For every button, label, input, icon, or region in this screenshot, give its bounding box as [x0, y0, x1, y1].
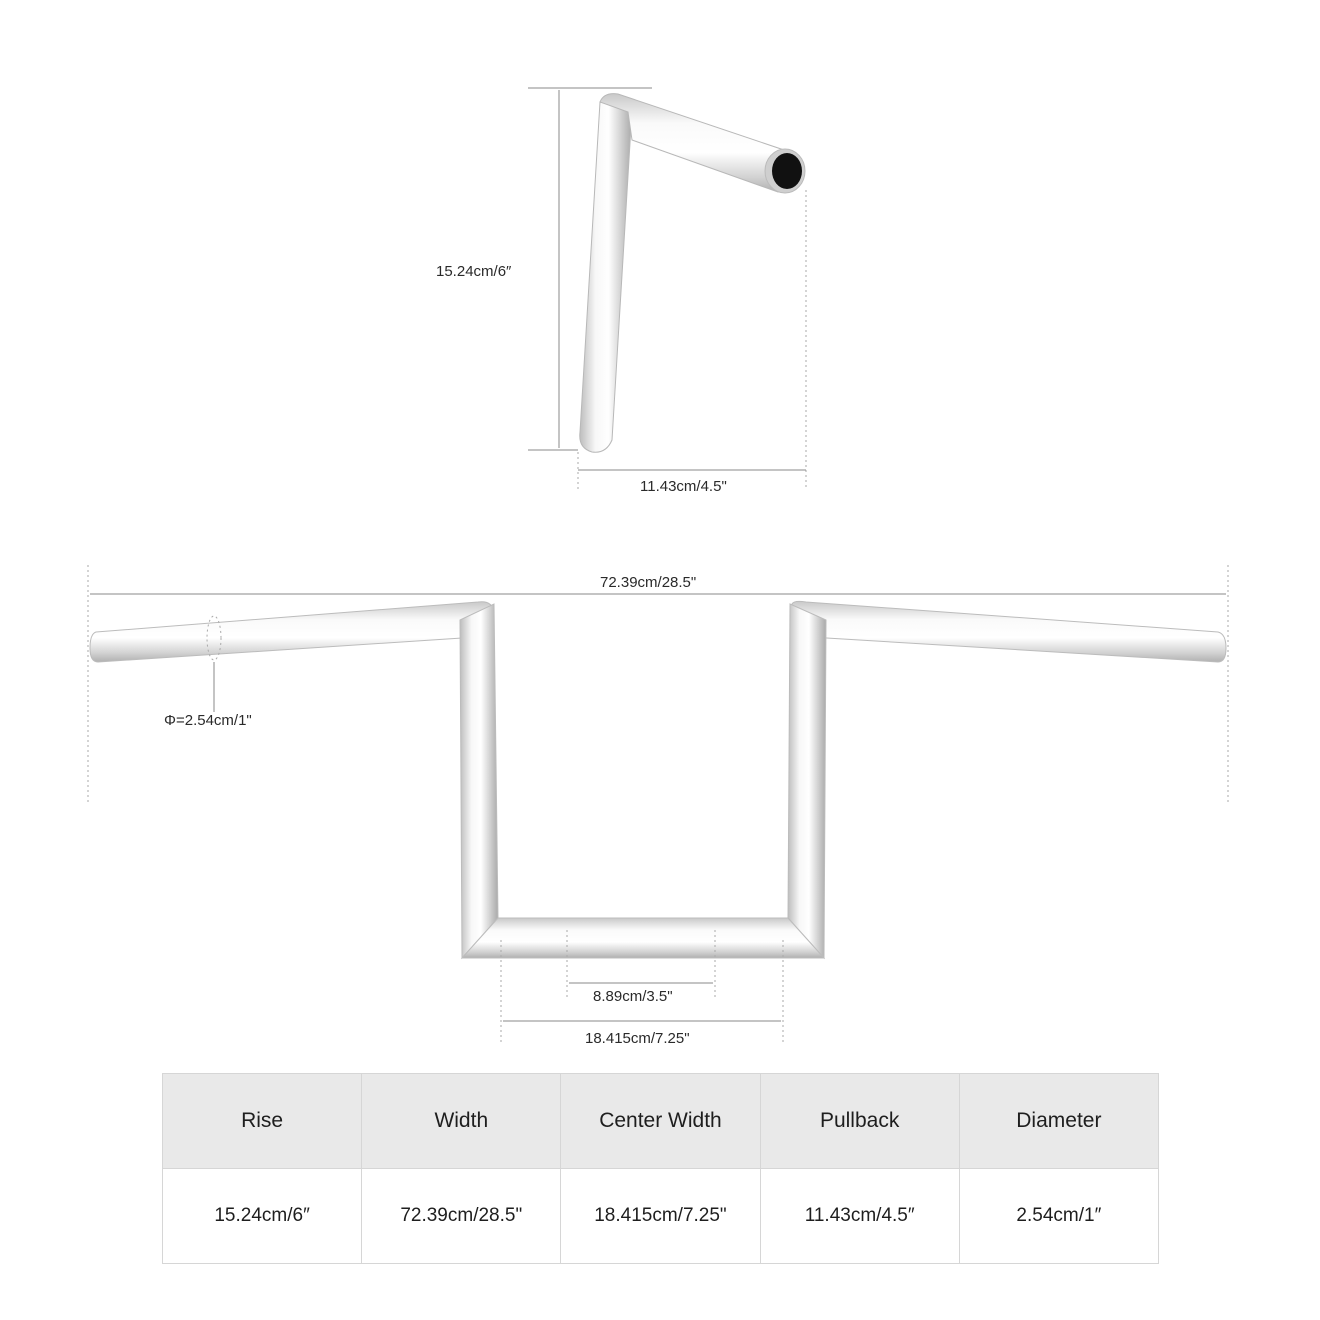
- header-center-width: Center Width: [561, 1074, 760, 1169]
- bottom-crossbar: [462, 918, 824, 958]
- value-rise: 15.24cm/6″: [163, 1169, 362, 1264]
- front-view: [88, 565, 1228, 1047]
- diameter-label: Φ=2.54cm/1": [164, 712, 252, 729]
- pullback-label: 11.43cm/4.5": [640, 478, 727, 495]
- rise-label: 15.24cm/6″: [436, 263, 512, 280]
- side-view-riser: [580, 102, 632, 452]
- tube-end-hole: [772, 153, 802, 189]
- left-riser: [460, 604, 498, 958]
- spec-table-value-row: [163, 1169, 1159, 1264]
- right-riser: [788, 604, 826, 958]
- center-width-label: 18.415cm/7.25": [585, 1030, 690, 1047]
- value-center-width: 18.415cm/7.25": [561, 1169, 760, 1264]
- header-diameter: Diameter: [959, 1074, 1158, 1169]
- left-grip-tube: [90, 602, 494, 662]
- spec-table-header-row: [163, 1074, 1159, 1169]
- spec-table: [162, 1073, 1159, 1264]
- right-grip-tube: [792, 601, 1226, 662]
- header-pullback: Pullback: [760, 1074, 959, 1169]
- inner-width-label: 8.89cm/3.5": [593, 988, 673, 1005]
- header-width: Width: [362, 1074, 561, 1169]
- value-pullback: 11.43cm/4.5″: [760, 1169, 959, 1264]
- value-diameter: 2.54cm/1″: [959, 1169, 1158, 1264]
- side-view: [436, 88, 806, 495]
- header-rise: Rise: [163, 1074, 362, 1169]
- value-width: 72.39cm/28.5": [362, 1169, 561, 1264]
- total-width-label: 72.39cm/28.5": [600, 574, 697, 591]
